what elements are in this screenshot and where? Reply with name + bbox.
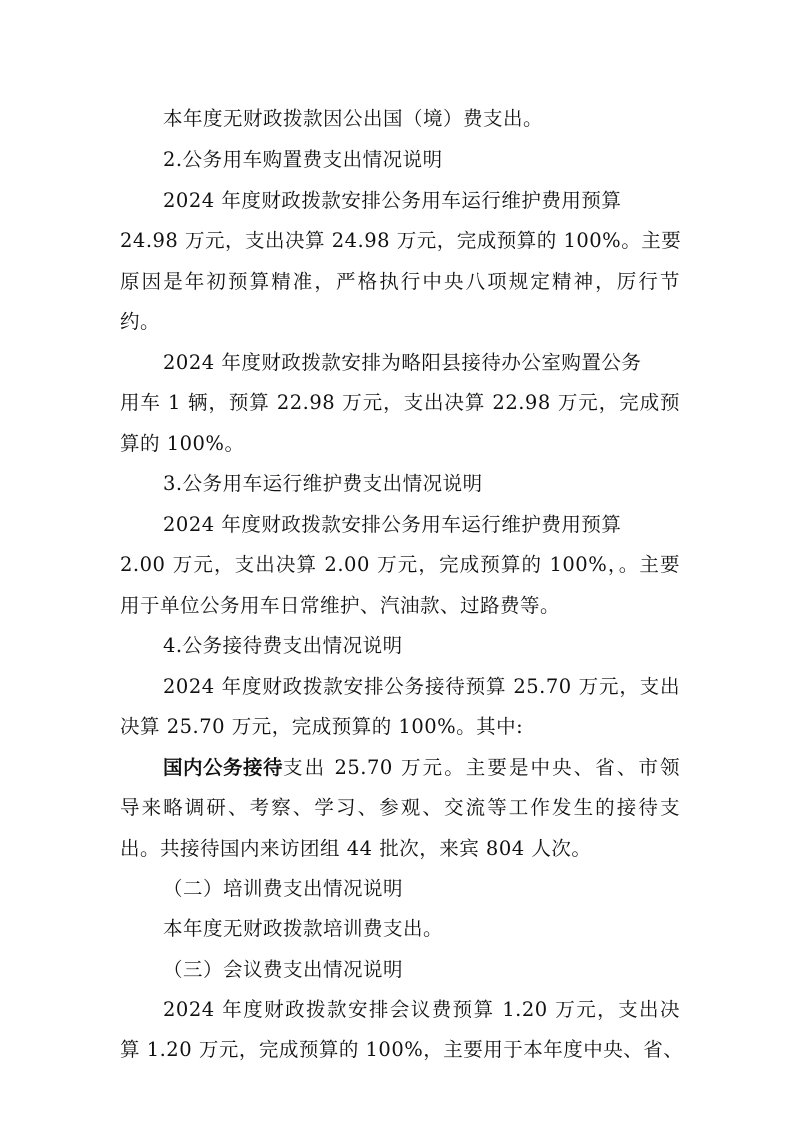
paragraph-vehicle-maintenance-line-1: 2024 年度财政拨款安排公务用车运行维护费用预算 [163, 513, 622, 536]
paragraph-reception-budget-line-1: 2024 年度财政拨款安排公务接待预算 25.70 万元，支出 [163, 675, 680, 698]
paragraph-no-training-expense: 本年度无财政拨款培训费支出。 [163, 917, 444, 940]
paragraph-domestic-reception-line-1 [163, 754, 680, 782]
paragraph-meeting-expense-line-2: 算 1.20 万元，完成预算的 100%，主要用于本年度中央、省、 [120, 1038, 684, 1061]
paragraph-vehicle-purchase-line-1: 2024 年度财政拨款安排公务用车运行维护费用预算 [163, 189, 622, 212]
paragraph-reception-vehicle-line-3: 算的 100%。 [120, 432, 245, 455]
paragraph-vehicle-maintenance-line-3: 用于单位公务用车日常维护、汽油款、过路费等。 [120, 594, 561, 617]
paragraph-no-overseas-expense: 本年度无财政拨款因公出国（境）费支出。 [163, 107, 544, 130]
heading-reception-expense: 4.公务接待费支出情况说明 [163, 634, 403, 657]
paragraph-meeting-expense-line-1: 2024 年度财政拨款安排会议费预算 1.20 万元，支出决 [163, 998, 680, 1021]
heading-vehicle-purchase: 2.公务用车购置费支出情况说明 [163, 148, 443, 171]
paragraph-vehicle-purchase-line-2: 24.98 万元，支出决算 24.98 万元，完成预算的 100%。主要 [120, 229, 682, 252]
paragraph-reception-vehicle-line-2: 用车 1 辆，预算 22.98 万元，支出决算 22.98 万元，完成预 [120, 391, 680, 414]
domestic-reception-label: 国内公务接待 [163, 756, 284, 779]
heading-vehicle-maintenance: 3.公务用车运行维护费支出情况说明 [163, 472, 483, 495]
heading-training-expense: （二）培训费支出情况说明 [163, 877, 404, 900]
paragraph-vehicle-purchase-line-3: 原因是年初预算精准，严格执行中央八项规定精神，厉行节 [120, 270, 680, 293]
paragraph-reception-budget-line-2: 决算 25.70 万元，完成预算的 100%。其中: [120, 715, 524, 738]
paragraph-vehicle-purchase-line-4: 约。 [120, 310, 161, 333]
paragraph-domestic-reception-line-3: 出。共接待国内来访团组 44 批次，来宾 804 人次。 [120, 837, 592, 860]
domestic-reception-text: 支出 25.70 万元。主要是中央、省、市领 [283, 756, 680, 779]
paragraph-vehicle-maintenance-line-2: 2.00 万元，支出决算 2.00 万元，完成预算的 100%，。主要 [120, 553, 680, 576]
paragraph-reception-vehicle-line-1: 2024 年度财政拨款安排为略阳县接待办公室购置公务 [163, 351, 642, 374]
paragraph-domestic-reception-line-2: 导来略调研、考察、学习、参观、交流等工作发生的接待支 [120, 796, 680, 819]
heading-meeting-expense: （三）会议费支出情况说明 [163, 958, 404, 981]
